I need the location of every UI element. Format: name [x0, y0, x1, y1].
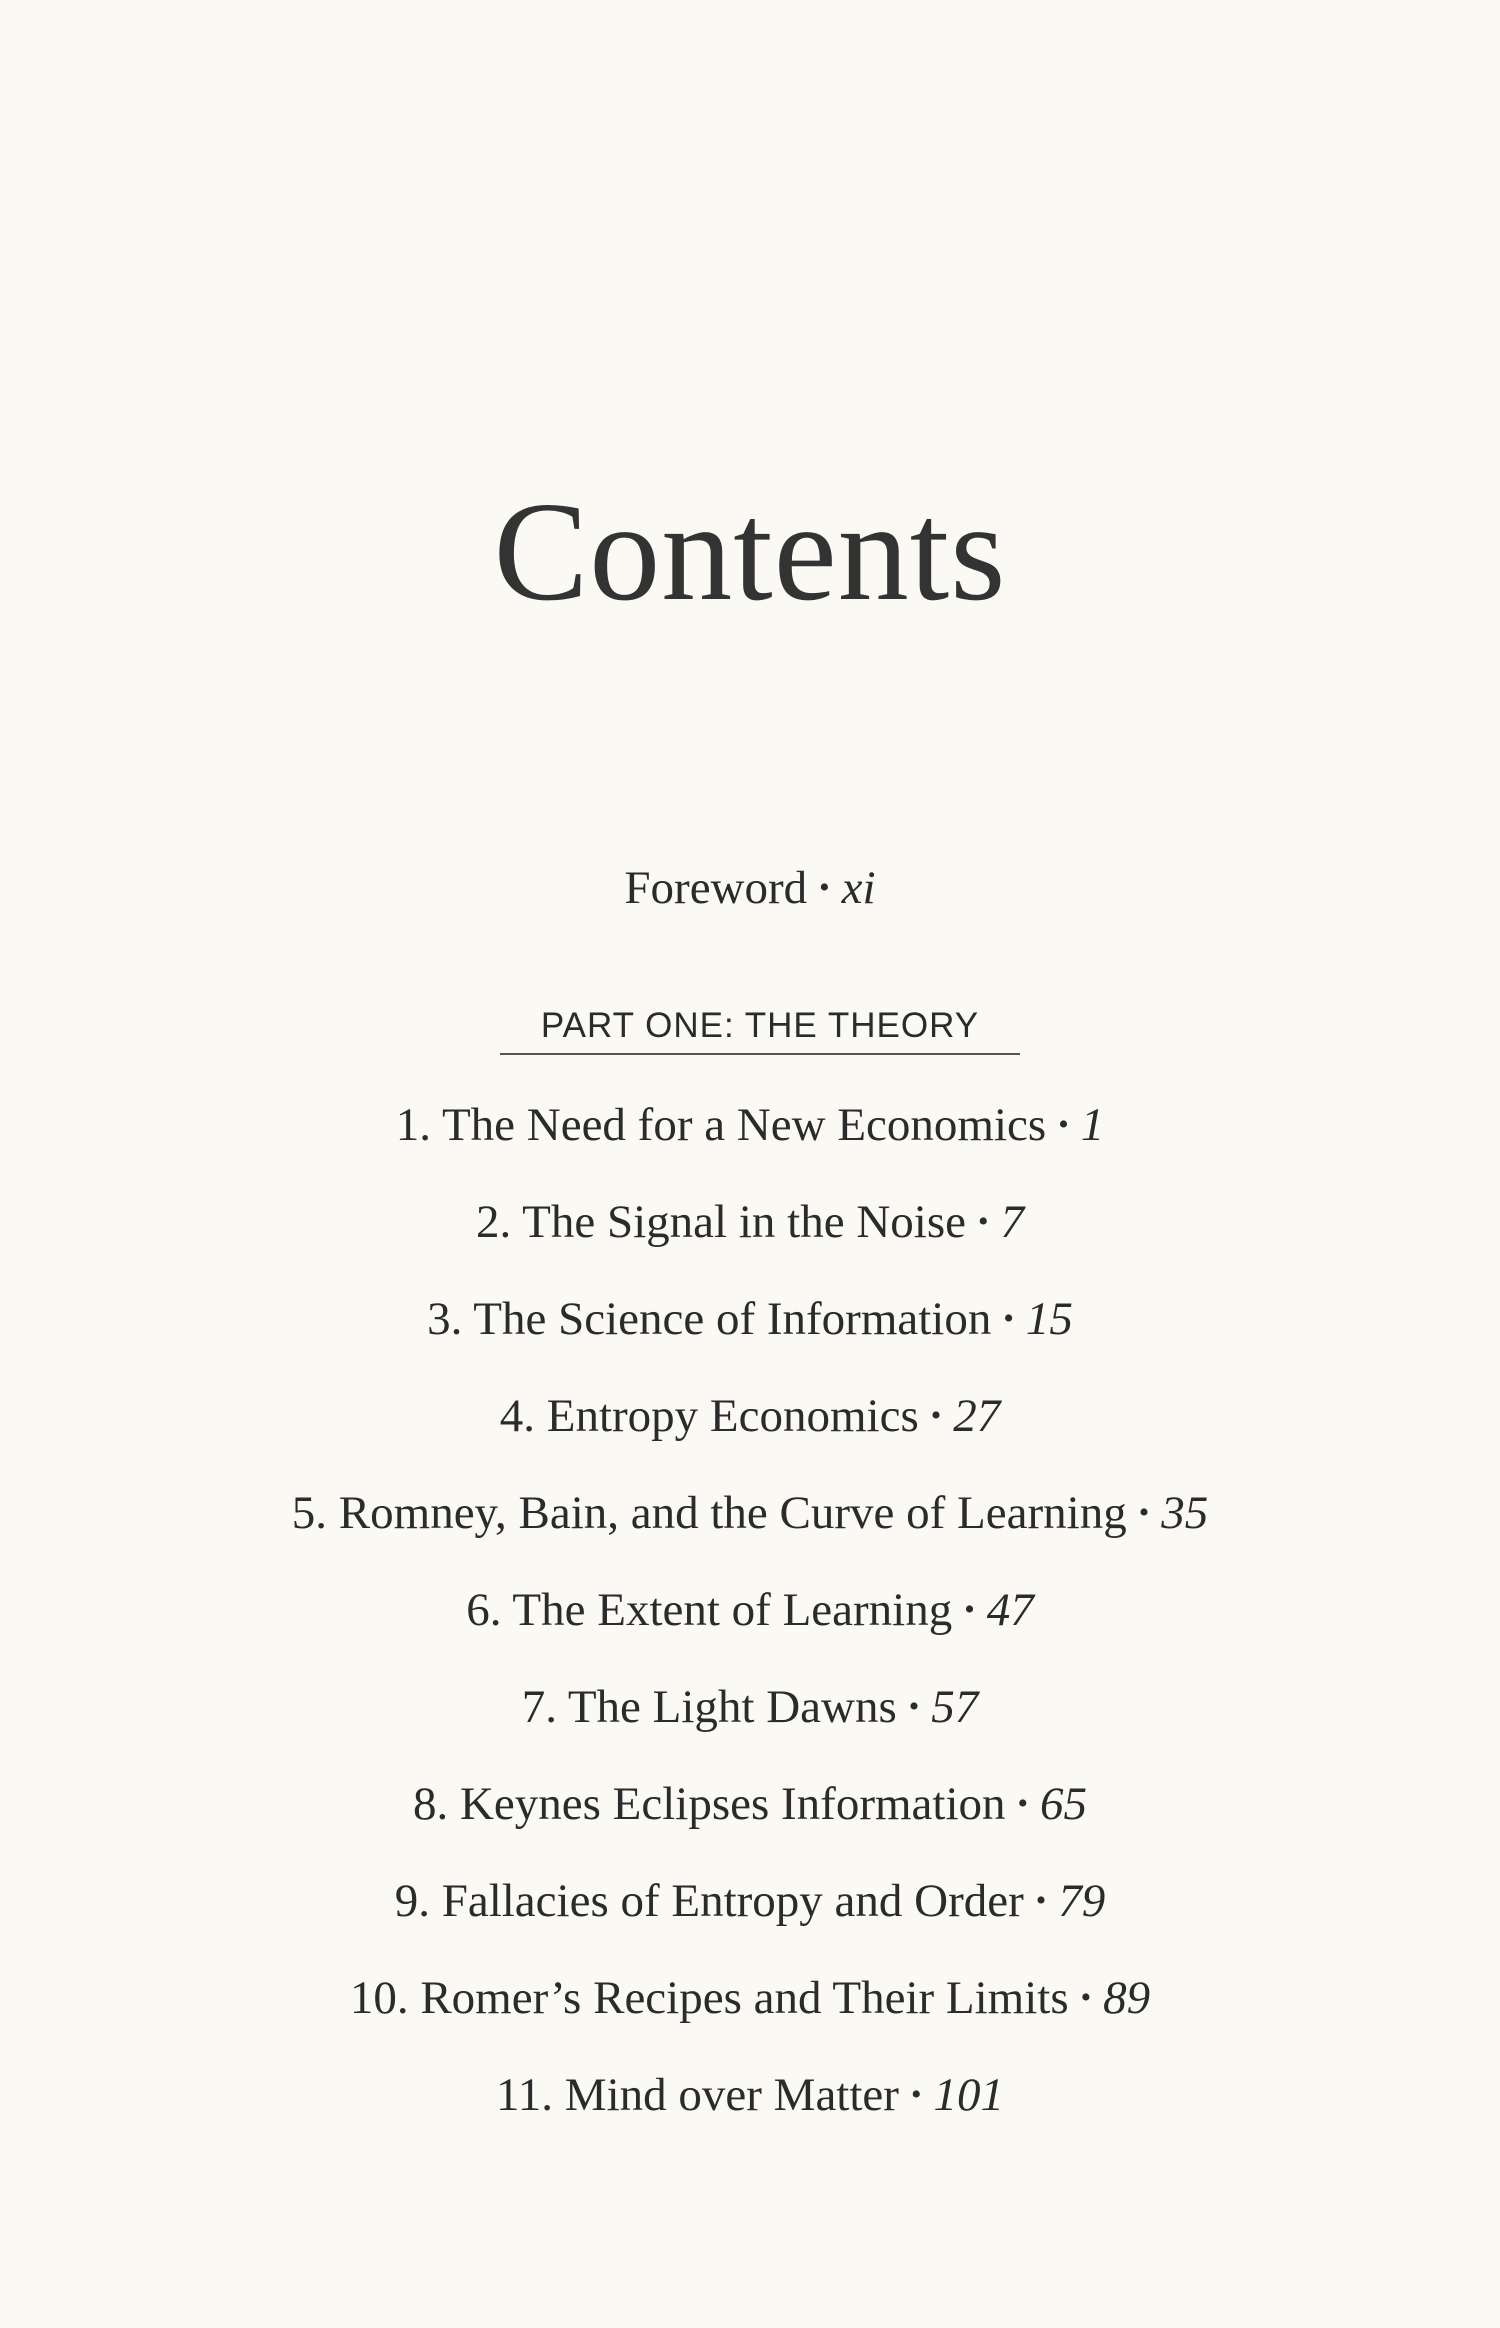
entry-label: 1. The Need for a New Economics	[395, 1099, 1047, 1151]
entry-page-number: 35	[1161, 1487, 1209, 1539]
separator-dot: •	[908, 1690, 920, 1724]
toc-entry[interactable]	[0, 2069, 1500, 2169]
entry-page-number: 27	[953, 1390, 1001, 1442]
entry-page-number: 57	[931, 1681, 979, 1733]
entry-label: 11. Mind over Matter	[496, 2069, 899, 2121]
separator-dot: •	[1035, 1884, 1047, 1918]
separator-dot: •	[930, 1399, 942, 1433]
entry-label: 6. The Extent of Learning	[466, 1584, 953, 1636]
entry-page-number: 89	[1103, 1972, 1151, 2024]
part-one-heading: PART ONE: THE THEORY	[500, 1008, 1020, 1055]
separator-dot: •	[1138, 1496, 1150, 1530]
entry-label: Foreword	[624, 862, 808, 914]
separator-dot: •	[964, 1593, 975, 1627]
separator-dot: •	[1058, 1108, 1069, 1142]
separator-dot: •	[910, 2078, 922, 2112]
toc-entry[interactable]	[0, 1875, 1500, 1975]
entry-label: 9. Fallacies of Entropy and Order	[394, 1875, 1024, 1927]
separator-dot: •	[1080, 1981, 1092, 2015]
entry-label: 10. Romer’s Recipes and Their Limits	[349, 1972, 1069, 2024]
entry-page-number: 47	[986, 1584, 1034, 1636]
page-title: Contents	[493, 472, 1007, 630]
entry-label: 8. Keynes Eclipses Information	[412, 1778, 1006, 1830]
entry-label: 4. Entropy Economics	[499, 1390, 919, 1442]
entry-label: 2. The Signal in the Noise	[476, 1196, 966, 1248]
toc-entry-foreword[interactable]	[0, 862, 1500, 914]
separator-dot: •	[819, 871, 830, 905]
separator-dot: •	[1003, 1302, 1014, 1336]
toc-entry[interactable]	[0, 1778, 1500, 1878]
entry-page-number: xi	[841, 862, 876, 914]
entry-page-number: 15	[1025, 1293, 1073, 1345]
toc-list	[0, 1099, 1500, 2169]
entry-label: 7. The Light Dawns	[521, 1681, 897, 1733]
toc-entry[interactable]	[0, 1584, 1500, 1684]
separator-dot: •	[977, 1205, 989, 1239]
toc-entry[interactable]	[0, 1681, 1500, 1781]
toc-entry[interactable]	[0, 1293, 1500, 1393]
entry-page-number: 1	[1080, 1099, 1105, 1151]
toc-entry[interactable]	[0, 1390, 1500, 1490]
entry-page-number: 79	[1058, 1875, 1106, 1927]
separator-dot: •	[1017, 1787, 1029, 1821]
entry-page-number: 7	[1000, 1196, 1024, 1248]
entry-page-number: 101	[933, 2069, 1004, 2121]
toc-entry[interactable]	[0, 1972, 1500, 2072]
entry-label: 3. The Science of Information	[427, 1293, 992, 1345]
entry-page-number: 65	[1040, 1778, 1088, 1830]
toc-entry[interactable]	[0, 1196, 1500, 1296]
toc-entry[interactable]	[0, 1487, 1500, 1587]
toc-entry[interactable]	[0, 1099, 1500, 1199]
entry-label: 5. Romney, Bain, and the Curve of Learning	[291, 1487, 1127, 1539]
